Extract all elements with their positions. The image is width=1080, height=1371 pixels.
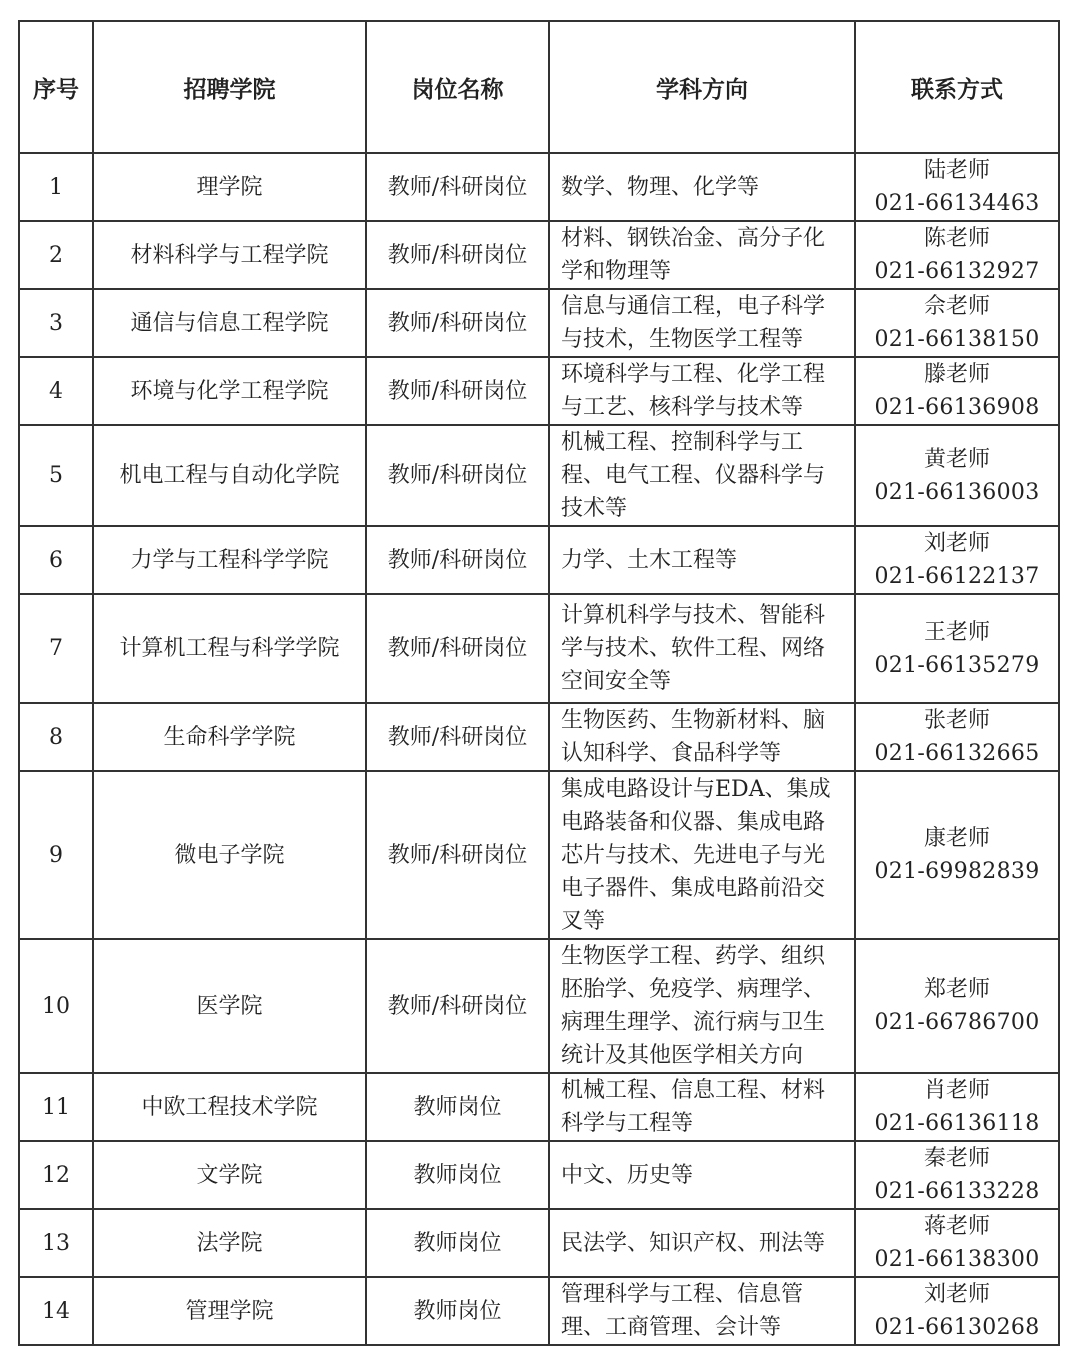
cell-index: 4 [19,357,93,425]
cell-contact [855,1277,1059,1345]
recruitment-table [18,20,1060,1346]
direction-text: 计算机科学与技术、智能科 学与技术、软件工程、网络 空间安全等 [561,603,826,694]
cell-direction [549,357,855,425]
contact-phone: 021-66138150 [874,327,1040,352]
cell-direction [549,153,855,221]
cell-post: 教师/科研岗位 [366,771,549,939]
cell-index: 10 [19,939,93,1073]
contact-phone: 021-69982839 [874,859,1040,884]
cell-post: 教师岗位 [366,1073,549,1141]
direction-text: 机械工程、信息工程、材料 科学与工程等 [561,1078,826,1136]
cell-college: 理学院 [93,153,366,221]
cell-direction [549,1141,855,1209]
table-row [19,289,1059,357]
contact-phone: 021-66130268 [874,1315,1040,1340]
contact-phone: 021-66132665 [874,741,1040,766]
direction-text: 生物医学工程、药学、组织 胚胎学、免疫学、病理学、 病理生理学、流行病与卫生 统计及其他医学相关方向 [561,944,826,1068]
cell-college: 医学院 [93,939,366,1073]
cell-post: 教师岗位 [366,1141,549,1209]
contact-name: 黄老师 [923,446,990,472]
direction-text: 力学、土木工程等 [561,547,738,573]
contact-block [856,1210,1058,1276]
direction-text: 中文、历史等 [561,1162,694,1188]
cell-post: 教师/科研岗位 [366,221,549,289]
table-row [19,939,1059,1073]
cropped-heading-strip [0,0,1080,14]
cell-index: 14 [19,1277,93,1345]
cell-direction [549,771,855,939]
cell-direction [549,425,855,526]
direction-text: 材料、钢铁冶金、高分子化 学和物理等 [561,226,826,284]
contact-name: 刘老师 [923,531,990,556]
cell-direction [549,221,855,289]
table-header-row [19,21,1059,153]
cell-post: 教师岗位 [366,1277,549,1345]
contact-name: 蒋老师 [923,1214,990,1239]
cell-post: 教师岗位 [366,1209,549,1277]
contact-name: 滕老师 [923,362,990,387]
contact-block [856,358,1058,424]
contact-name: 陈老师 [923,226,990,251]
cell-college: 文学院 [93,1141,366,1209]
cell-college: 材料科学与工程学院 [93,221,366,289]
contact-phone: 021-66135279 [874,652,1040,678]
cell-direction [549,703,855,771]
cell-direction [549,1277,855,1345]
table-row [19,425,1059,526]
direction-text: 生物医药、生物新材料、脑 认知科学、食品科学等 [561,708,826,766]
cell-college: 管理学院 [93,1277,366,1345]
table-row [19,526,1059,594]
cell-contact [855,357,1059,425]
cell-direction [549,939,855,1073]
table-row [19,221,1059,289]
contact-block [856,1278,1058,1344]
cell-contact [855,1141,1059,1209]
cell-contact [855,1209,1059,1277]
contact-block [856,443,1058,509]
contact-name: 张老师 [923,708,990,733]
header-index: 序号 [19,21,93,153]
cell-index: 7 [19,594,93,703]
cell-index: 3 [19,289,93,357]
cell-contact [855,153,1059,221]
direction-text: 机械工程、控制科学与工 程、电气工程、仪器科学与 技术等 [561,430,826,521]
cell-college: 法学院 [93,1209,366,1277]
direction-text: 信息与通信工程，电子科学 与技术，生物医学工程等 [561,294,826,352]
table-row [19,357,1059,425]
table-row [19,1073,1059,1141]
cell-college: 力学与工程科学学院 [93,526,366,594]
cell-index: 1 [19,153,93,221]
contact-name: 王老师 [923,619,990,645]
cell-direction [549,1073,855,1141]
contact-phone: 021-66133228 [874,1179,1040,1204]
cell-contact [855,221,1059,289]
direction-text: 民法学、知识产权、刑法等 [561,1230,826,1256]
contact-phone: 021-66132927 [874,259,1040,284]
cell-contact [855,526,1059,594]
cell-direction [549,289,855,357]
contact-phone: 021-66122137 [874,564,1040,589]
cell-direction [549,1209,855,1277]
contact-block [856,1074,1058,1140]
cell-index: 12 [19,1141,93,1209]
cell-post: 教师/科研岗位 [366,703,549,771]
table-row [19,594,1059,703]
cell-college: 微电子学院 [93,771,366,939]
cell-college: 机电工程与自动化学院 [93,425,366,526]
table-row [19,1277,1059,1345]
cell-contact [855,1073,1059,1141]
cell-direction [549,594,855,703]
cell-index: 9 [19,771,93,939]
direction-text: 环境科学与工程、化学工程 与工艺、核科学与技术等 [561,362,826,420]
contact-phone: 021-66786700 [874,1010,1040,1035]
cell-contact [855,425,1059,526]
contact-phone: 021-66134463 [874,191,1040,216]
contact-name: 肖老师 [923,1078,990,1103]
contact-name: 秦老师 [923,1146,990,1171]
contact-block [856,154,1058,220]
cell-index: 6 [19,526,93,594]
cell-contact [855,289,1059,357]
contact-block [856,704,1058,770]
header-post: 岗位名称 [366,21,549,153]
cell-index: 5 [19,425,93,526]
header-direction: 学科方向 [549,21,855,153]
contact-block [856,527,1058,593]
cell-contact [855,771,1059,939]
cell-contact [855,703,1059,771]
cell-post: 教师/科研岗位 [366,357,549,425]
table-row [19,703,1059,771]
header-contact: 联系方式 [855,21,1059,153]
cell-post: 教师/科研岗位 [366,153,549,221]
cell-direction [549,526,855,594]
cell-post: 教师/科研岗位 [366,289,549,357]
cell-college: 生命科学学院 [93,703,366,771]
cell-index: 2 [19,221,93,289]
contact-name: 郑老师 [923,977,990,1002]
contact-name: 佘老师 [923,294,990,319]
contact-phone: 021-66136003 [874,479,1040,505]
contact-block [856,616,1058,682]
cell-index: 11 [19,1073,93,1141]
contact-phone: 021-66136908 [874,395,1040,420]
cell-college: 中欧工程技术学院 [93,1073,366,1141]
cell-college: 环境与化学工程学院 [93,357,366,425]
cell-post: 教师/科研岗位 [366,594,549,703]
table-row [19,1209,1059,1277]
direction-text: 数学、物理、化学等 [561,174,760,200]
contact-block [856,973,1058,1039]
header-college: 招聘学院 [93,21,366,153]
cell-post: 教师/科研岗位 [366,425,549,526]
cell-index: 13 [19,1209,93,1277]
contact-name: 刘老师 [923,1282,990,1307]
contact-name: 康老师 [923,826,990,851]
direction-text: 集成电路设计与EDA、集成 电路装备和仪器、集成电路 芯片与技术、先进电子与光 电子器件、集成电路前沿交 叉等 [561,776,831,934]
cell-college: 通信与信息工程学院 [93,289,366,357]
cell-index: 8 [19,703,93,771]
contact-phone: 021-66136118 [874,1111,1040,1136]
cell-contact [855,594,1059,703]
contact-block [856,290,1058,356]
table-row [19,771,1059,939]
contact-phone: 021-66138300 [874,1247,1040,1272]
contact-block [856,822,1058,888]
contact-name: 陆老师 [923,158,990,183]
cell-contact [855,939,1059,1073]
table-row [19,1141,1059,1209]
direction-text: 管理科学与工程、信息管 理、工商管理、会计等 [561,1282,804,1340]
contact-block [856,1142,1058,1208]
cell-college: 计算机工程与科学学院 [93,594,366,703]
contact-block [856,222,1058,288]
cell-post: 教师/科研岗位 [366,939,549,1073]
cell-post: 教师/科研岗位 [366,526,549,594]
table-row [19,153,1059,221]
